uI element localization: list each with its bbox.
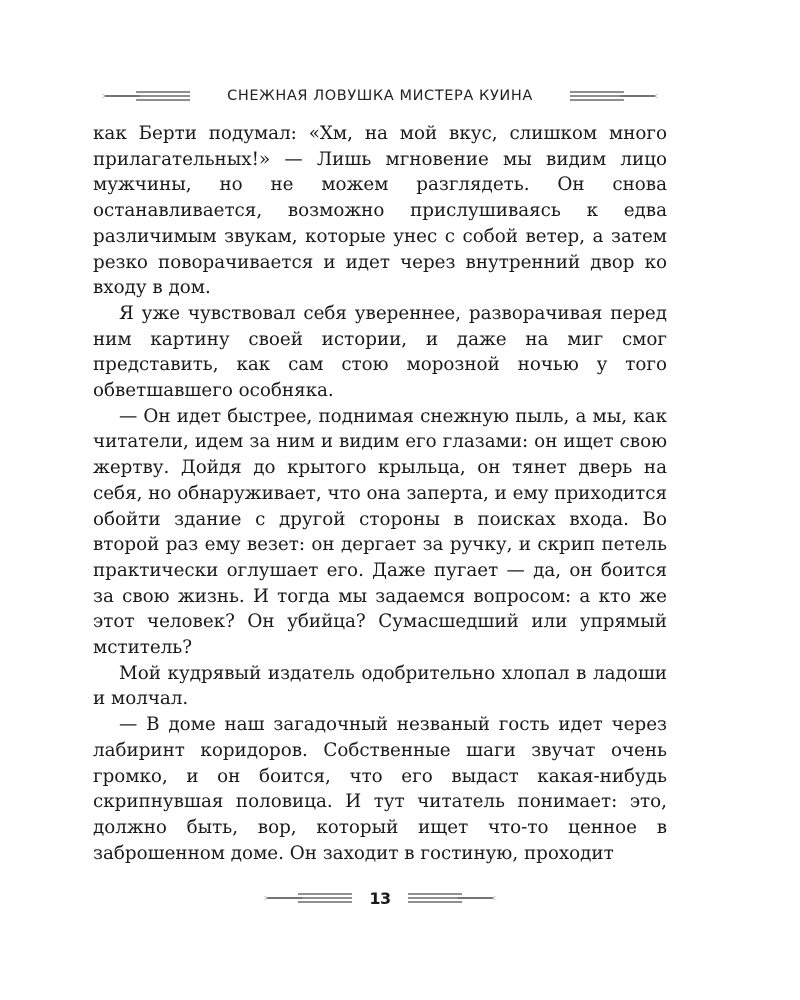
paragraph-3: — Он идет быстрее, поднимая снежную пыль, а мы, как читатели, идем за ним и видим его глазами: он ищет свою жертву. Дойдя до крытого крыльца, он тянет дверь на себя, но обнаруживает, что она заперта, и ему приходится обойти здание с другой стороны в поисках входа. Во второй раз ему везет: он дергает за ручку, и скрип петель практически оглушает его. Даже пугает — да, он боится за свою жизнь. И тогда мы задаемся вопросом: а кто же этот человек? Он убийца? Сумасшедший или упрямый мститель?	[93, 405, 667, 659]
right-header-ornament-icon	[568, 89, 660, 103]
page-number: 13	[369, 888, 391, 908]
paragraph-4: Мой кудрявый издатель одобрительно хлопал в ладоши и молчал.	[93, 662, 667, 710]
page-footer	[262, 884, 498, 912]
left-header-ornament-icon	[100, 89, 192, 103]
paragraph-1: как Берти подумал: «Хм, на мой вкус, слишком много прилагательных!» — Лишь мгновение мы видим лицо мужчины, но не можем разглядеть. Он снова останавливается, возможно прислушиваясь к едва различимым звукам, которые унес с собой ветер, а затем резко поворачивается и идет через внутренний двор ко входу в дом.	[93, 123, 667, 299]
paragraph-5: — В доме наш загадочный незваный гость идет через лабиринт коридоров. Собственные шаги звучат очень громко, и он боится, что его выдаст какая-нибудь скрипнувшая половица. И тут читатель понимает: это, должно быть, вор, который ищет что-то ценное в заброшенном доме. Он заходит в гостиную, проходит	[93, 714, 667, 864]
running-header	[100, 82, 660, 110]
right-folio-ornament-icon	[406, 891, 498, 905]
body-text	[93, 121, 667, 866]
left-folio-ornament-icon	[262, 891, 354, 905]
paragraph-2: Я уже чувствовал себя увереннее, разворачивая перед ним картину своей истории, и даже на миг смог представить, как сам стою морозной ночью у того обветшавшего особняка.	[93, 302, 667, 402]
running-header-title: СНЕЖНАЯ ЛОВУШКА МИСТЕРА КУИНА	[227, 88, 533, 104]
